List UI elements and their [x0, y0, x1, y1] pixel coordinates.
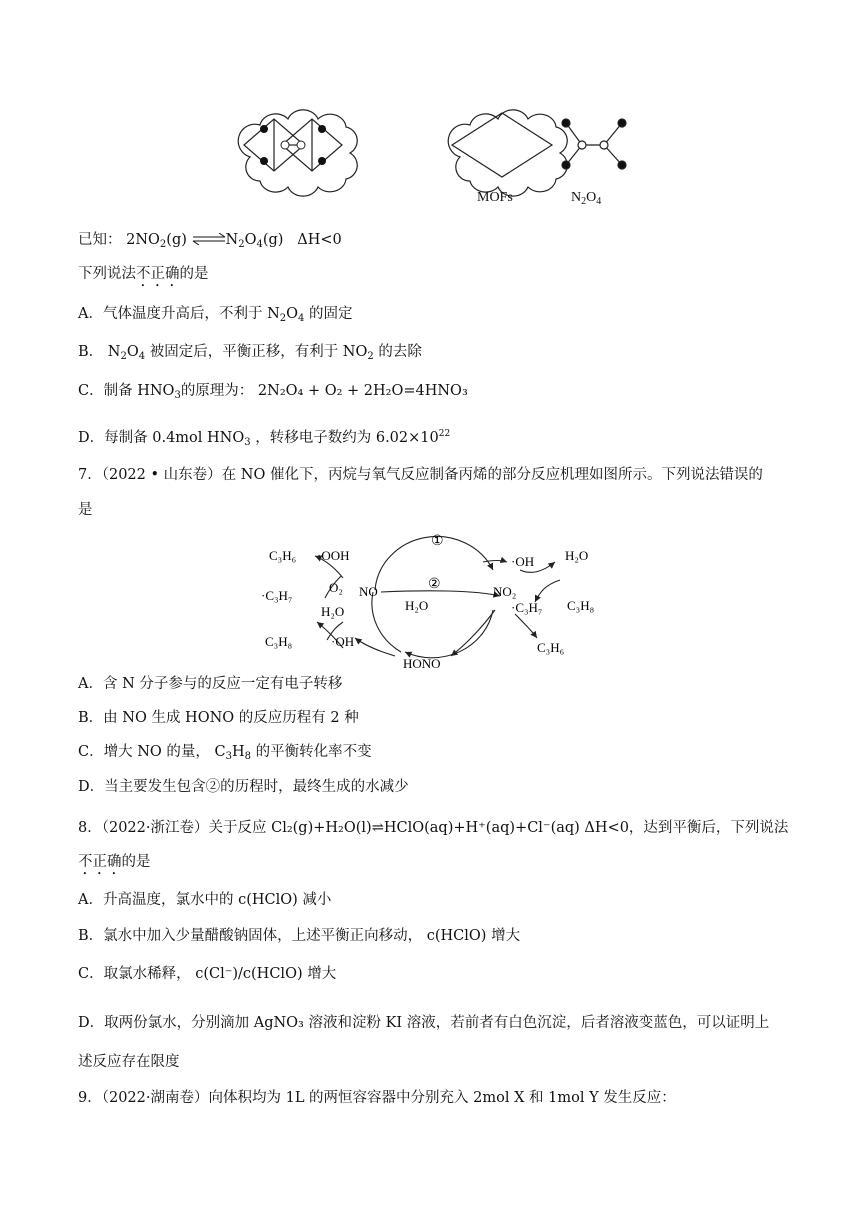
c3h8-right-label: C₃H₈	[567, 598, 595, 613]
o2-label: O₂	[329, 580, 343, 595]
n2o4-label: $N_2O_4$	[571, 190, 602, 207]
c3h6-top-label: C₃H₆	[269, 548, 297, 563]
n2o4-molecule-icon	[562, 119, 626, 169]
ooh-label: ·OOH	[317, 548, 350, 563]
q7-mechanism-diagram	[255, 530, 615, 672]
no2-label: NO₂	[493, 584, 517, 599]
q7-stem-line1: 7．（2022 • 山东卷）在 NO 催化下，丙烷与氧气反应制备丙烯的部分反应机理如图所示。下列说法错误的	[78, 467, 763, 483]
q6-option-a: A．气体温度升高后，不利于 $N_2O_4$ 的固定	[78, 306, 353, 324]
h2o-right-label: H₂O	[565, 548, 589, 563]
mofs-label: MOFs	[477, 190, 513, 205]
q7-option-a: A．含 N 分子参与的反应一定有电子转移	[78, 676, 343, 692]
mof-with-n2o4-icon	[238, 110, 357, 196]
q9-stem: 9．（2022·湖南卷）向体积均为 1L 的两恒容容器中分别充入 2mol X 和 1mol Y 发生反应：	[78, 1090, 676, 1106]
pathway-2-label: ②	[428, 577, 441, 592]
c3h7-right-label: ·C₃H₇	[511, 600, 543, 615]
c3h7-left-label: ·C₃H₇	[261, 588, 293, 603]
q7-option-d: D．当主要发生包含②的历程时，最终生成的水减少	[78, 779, 409, 795]
c3h8-left-label: C₃H₈	[265, 634, 293, 649]
mof-empty-icon	[448, 110, 567, 196]
q7-option-b: B．由 NO 生成 HONO 的反应历程有 2 种	[78, 710, 359, 726]
q8-prompt: 不正确的是	[78, 854, 151, 870]
q8-option-b: B．氯水中加入少量醋酸钠固体，上述平衡正向移动， c(HClO) 增大	[78, 928, 521, 944]
c3h6-bottom-label: C₃H₆	[537, 640, 565, 655]
q6-option-b: B． $N_2O_4$ 被固定后，平衡正移，有利于 $NO_2$ 的去除	[78, 344, 422, 362]
q8-stem: 8．（2022·浙江卷）关于反应 Cl₂(g)+H₂O(l)⇌HClO(aq)+H⁺(aq)+Cl⁻(aq) ΔH<0，达到平衡后，下列说法	[78, 820, 789, 836]
q8-option-c: C．取氯水稀释， c(Cl⁻)/c(HClO) 增大	[78, 966, 337, 982]
hono-label: HONO	[403, 656, 441, 671]
oh-right-label: ·OH	[511, 554, 535, 569]
q8-option-d-line2: 述反应存在限度	[78, 1054, 180, 1070]
oh-left-label: ·OH	[331, 634, 355, 649]
h2o-mid-label: H₂O	[405, 598, 429, 613]
pathway-1-label: ①	[431, 534, 444, 549]
q6-option-d: D．每制备 0.4mol $HNO_3$ ，转移电子数约为 $6.02\times 10^{22}$	[78, 429, 451, 448]
q8-option-a: A．升高温度，氯水中的 c(HClO) 减小	[78, 892, 332, 908]
q6-prompt: 下列说法不正确的是	[78, 266, 209, 282]
q6-known-equation: 已知： $2NO_2(g)$ $N_2O_4(g)$ ΔH<0	[78, 232, 342, 250]
equilibrium-arrow-icon	[192, 233, 226, 245]
h2o-left-label: H₂O	[321, 604, 345, 619]
q7-option-c: C．增大 NO 的量， $C_3H_8$ 的平衡转化率不变	[78, 744, 372, 762]
q7-stem-line2: 是	[78, 502, 93, 518]
no-label: NO	[359, 584, 378, 599]
q8-option-d-line1: D．取两份氯水，分别滴加 AgNO₃ 溶液和淀粉 KI 溶液，若前者有白色沉淀，后者溶液变蓝色，可以证明上	[78, 1015, 770, 1031]
q6-option-c: C．制备 $HNO_3$的原理为： 2N₂O₄ + O₂ + 2H₂O=4HNO₃	[78, 383, 468, 401]
